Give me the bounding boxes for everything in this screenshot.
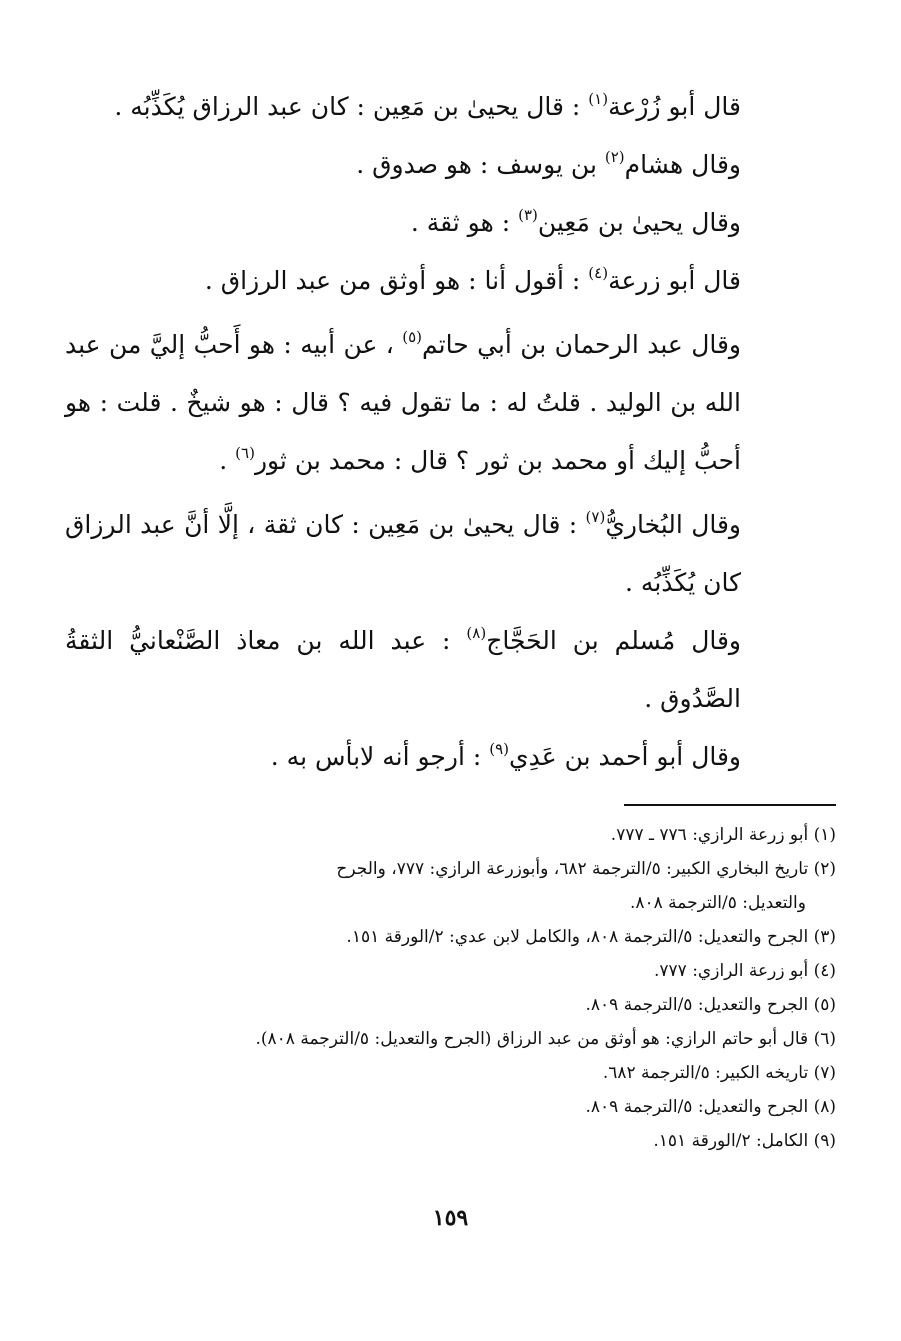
footnote-ref: (٨) bbox=[466, 624, 487, 642]
paragraph-text: وقال البُخاريُّ bbox=[605, 510, 741, 539]
paragraph-text: قال أبو زُرْعة bbox=[608, 92, 741, 121]
footnote-continuation: والتعديل: ٥/الترجمة ٨٠٨. bbox=[629, 893, 806, 913]
footnote: (٣) الجرح والتعديل: ٥/الترجمة ٨٠٨، والكامل لابن عدي: ٢/الورقة ١٥١. bbox=[346, 927, 836, 947]
footnote-ref: (٦) bbox=[235, 444, 255, 462]
paragraph bbox=[65, 728, 836, 786]
footnote-ref: (٣) bbox=[518, 206, 538, 224]
footnote: (٨) الجرح والتعديل: ٥/الترجمة ٨٠٩. bbox=[585, 1097, 836, 1117]
paragraph-text: قال أبو زرعة bbox=[608, 266, 741, 295]
paragraph-text: وقال هشام bbox=[624, 150, 741, 179]
paragraph-text: وقال أبو أحمد بن عَدِي bbox=[509, 742, 741, 771]
footnote: (٥) الجرح والتعديل: ٥/الترجمة ٨٠٩. bbox=[585, 995, 836, 1015]
footnote-ref: (٧) bbox=[585, 508, 606, 526]
paragraph-text: : عبد الله بن معاذ الصَّنْعانيُّ الثقةُ الصَّدُوق . bbox=[65, 626, 741, 713]
paragraph-text: : قال يحيىٰ بن مَعِين : كان ثقة ، إلَّا أنَّ عبد الرزاق كان يُكَذِّبُه . bbox=[65, 510, 741, 597]
footnote: (٢) تاريخ البخاري الكبير: ٥/الترجمة ٦٨٢، وأبوزرعة الرازي: ٧٧٧، والجرح bbox=[336, 859, 836, 879]
footnote-ref: (١) bbox=[588, 90, 609, 108]
paragraph-text: : أرجو أنه لابأس به . bbox=[270, 742, 490, 771]
footnote: (٧) تاريخه الكبير: ٥/الترجمة ٦٨٢. bbox=[602, 1063, 836, 1083]
paragraph-text: وقال مُسلم بن الحَجَّاج bbox=[486, 626, 742, 655]
footnote-ref: (٤) bbox=[588, 264, 609, 282]
paragraph bbox=[65, 78, 836, 136]
paragraph-text: بن يوسف : هو صدوق . bbox=[356, 150, 605, 179]
footnote-ref: (٩) bbox=[489, 740, 510, 758]
paragraph-text: . bbox=[219, 446, 236, 475]
paragraph bbox=[65, 496, 836, 612]
footnote: (٩) الكامل: ٢/الورقة ١٥١. bbox=[653, 1131, 836, 1151]
paragraph-text: : قال يحيىٰ بن مَعِين : كان عبد الرزاق يُكَذِّبُه . bbox=[114, 92, 589, 121]
paragraph bbox=[65, 136, 836, 194]
paragraph-text: وقال عبد الرحمان بن أبي حاتم bbox=[422, 330, 742, 359]
paragraph-text: : هو ثقة . bbox=[410, 208, 519, 237]
page-number: ١٥٩ bbox=[432, 1205, 469, 1231]
main-text bbox=[65, 78, 836, 786]
paragraph-text: وقال يحيىٰ بن مَعِين bbox=[537, 208, 741, 237]
footnote-divider bbox=[624, 804, 836, 806]
paragraph bbox=[65, 252, 836, 310]
paragraph bbox=[65, 612, 836, 728]
paragraph-text: : أقول أنا : هو أوثق من عبد الرزاق . bbox=[204, 266, 589, 295]
footnote: (٤) أبو زرعة الرازي: ٧٧٧. bbox=[653, 961, 836, 981]
footnote-ref: (٢) bbox=[604, 148, 625, 166]
paragraph-text: ، عن أبيه : هو أَحبُّ إليَّ من عبد الله بن الوليد . قلتُ له : ما تقول فيه ؟ قال : هو شيخٌ . قلت : هو أحبُّ إليك أو محمد بن ثور ؟ قال : محمد بن ثور bbox=[65, 330, 741, 475]
footnote: (١) أبو زرعة الرازي: ٧٧٦ ـ ٧٧٧. bbox=[610, 825, 836, 845]
paragraph bbox=[65, 194, 836, 252]
footnote: (٦) قال أبو حاتم الرازي: هو أوثق من عبد الرزاق (الجرح والتعديل: ٥/الترجمة ٨٠٨). bbox=[255, 1029, 836, 1049]
footnote-ref: (٥) bbox=[402, 328, 423, 346]
paragraph bbox=[65, 316, 836, 490]
footnotes bbox=[65, 818, 836, 1158]
